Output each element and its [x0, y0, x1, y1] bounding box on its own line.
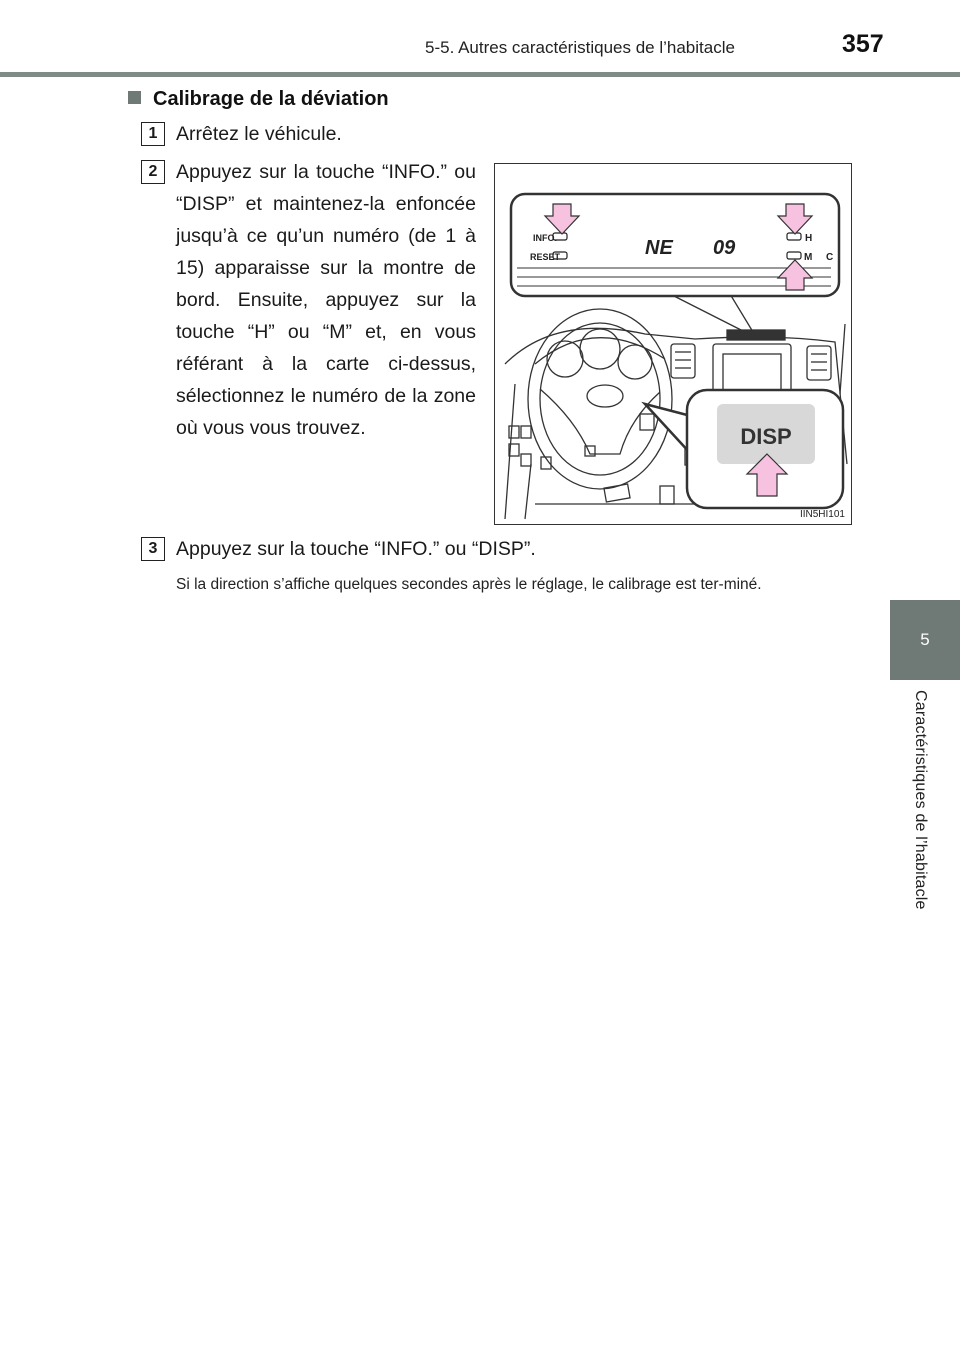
square-bullet-icon: [128, 91, 141, 104]
lcd-direction: NE: [645, 237, 673, 259]
lcd-zone-number: 09: [713, 237, 736, 259]
lcd-c-label: C: [826, 252, 834, 263]
lcd-reset-label: RESET: [530, 252, 561, 262]
step-3-text: Appuyez sur la touche “INFO.” ou “DISP”.: [176, 538, 536, 560]
lcd-m-label: M: [804, 252, 813, 263]
note-text: Si la direction s’affiche quelques secondes après le réglage, le calibrage est ter-miné.: [176, 576, 762, 593]
step-2-text: Appuyez sur la touche “INFO.” ou “DISP” et maintenez-la enfoncée jusqu’à ce qu’un numéro (de 1 à 15) apparaisse sur la montre de bord. Ensuite, appuyez sur la touche “H” ou “M” et, en vous référant à la carte ci-dessus, sélectionnez le numéro de la zone où vous vous trouvez.: [176, 161, 476, 439]
instrument-panel-figure: [494, 163, 852, 525]
figure-caption: IIN5HI101: [799, 509, 845, 520]
step-number-3: 3: [141, 537, 165, 561]
header-rule: [0, 72, 960, 77]
section-title: [128, 88, 389, 111]
lcd-info-label: INFO.: [533, 233, 557, 243]
chapter-tab-label: Caractéristiques de l’habitacle: [912, 690, 929, 910]
disp-button-label: DISP: [740, 424, 792, 449]
step-number-2: 2: [141, 160, 165, 184]
step-1-text: Arrêtez le véhicule.: [176, 123, 342, 145]
running-header: 5-5. Autres caractéristiques de l’habitacle: [425, 38, 735, 57]
page-number: 357: [842, 30, 884, 58]
step-number-1: 1: [141, 122, 165, 146]
section-title-text: Calibrage de la déviation: [153, 88, 389, 110]
dashboard-illustration: [495, 164, 852, 525]
lcd-h-label: H: [805, 233, 813, 244]
chapter-tab-number: 5: [890, 600, 960, 680]
